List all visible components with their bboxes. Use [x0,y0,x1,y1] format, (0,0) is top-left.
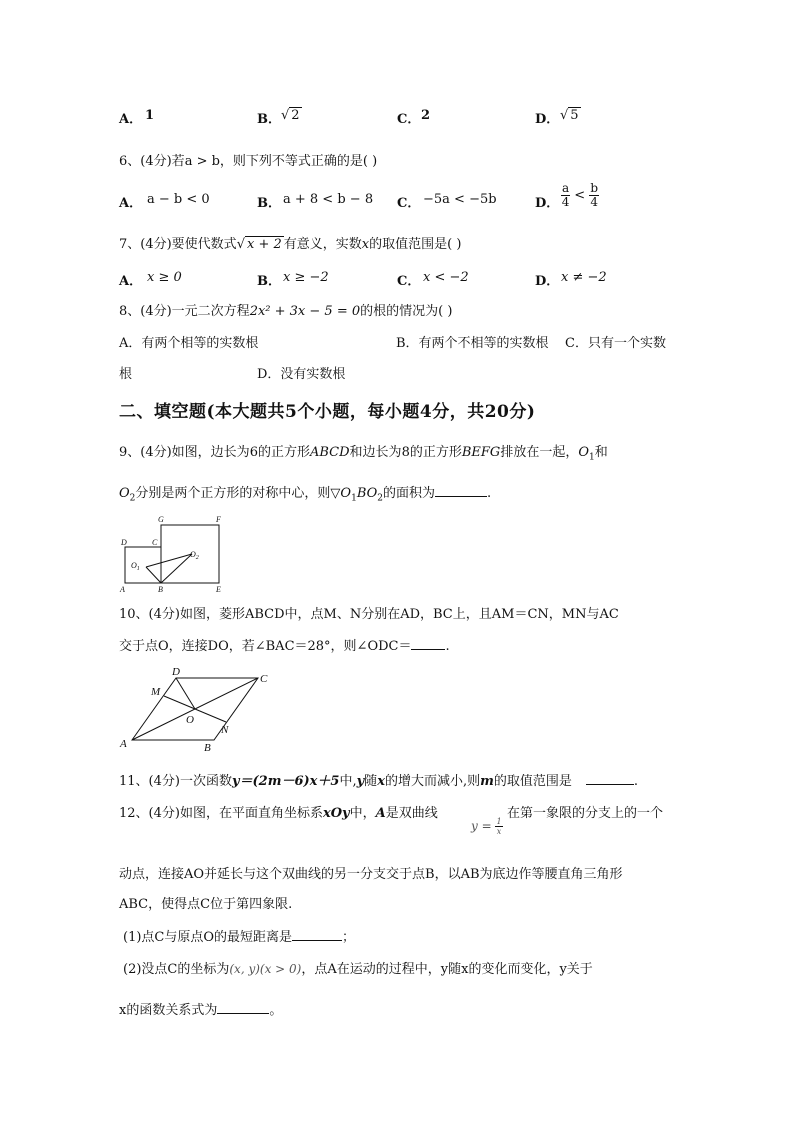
q10-text: 交于点O，连接DO，若∠BAC＝28°，则∠ODC＝ [119,639,412,654]
q12-sub-1 [123,926,355,945]
label-o2 [190,550,199,561]
q12-text: 是双曲线 [385,806,438,821]
q12-a: A [375,806,386,821]
q9-text: 的正方形 [409,445,462,460]
q11-answer-blank[interactable] [586,784,634,785]
q12-sub1-answer-blank[interactable] [292,940,342,941]
q9-o2-sub: 2 [129,493,136,504]
q9-text: 的正方形 [257,445,310,460]
q8-equation: 2x² + 3x − 5 = 0 [249,304,361,319]
label-f: F [216,515,221,524]
q12-hyperbola-fraction [495,817,502,836]
segment-o1-b [146,567,161,583]
q11-text: 的取值范围是 [493,774,572,789]
section-heading-fill-in: 二、填空题(本大题共5个小题，每小题4分，共20分) [119,402,536,422]
q8-option-c-continued: 根 [119,367,133,382]
label-o2-sub: 2 [195,555,199,561]
q9-answer-blank[interactable] [435,496,487,497]
q11-text: 的增大而减小,则 [384,774,481,789]
q7-variable: x [361,237,370,252]
q6-option-d-label: D． [535,196,560,211]
label-d: D [121,538,127,547]
label-c: C [152,538,158,547]
q9-o1-sub: 1 [589,452,595,463]
q7-stem: 7、(4分)要使代数式√ x + 2 有意义，实数x的取值范围是( ) [119,237,462,252]
q7-option-a-value: x ≥ 0 [147,270,182,285]
q12-text: ； [342,930,356,945]
q5-option-b-radicand: 2 [291,108,300,123]
q5-option-c-value: 2 [421,108,431,123]
label-o1-main: O [131,561,137,570]
label-b: B [204,742,211,753]
q10-answer-blank[interactable] [411,649,445,650]
q7-option-d-label: D． [535,274,560,289]
q5-option-b-value: √ 2 [281,108,300,123]
q6-option-c-value: −5a < −5b [423,192,497,207]
q5-options [119,108,679,128]
q7-option-b-label: B． [257,274,281,289]
q6-option-c-label: C． [397,196,421,211]
frac-num: 1 [496,817,502,826]
segment-mn [164,696,226,722]
segment-do [176,678,195,709]
q5-option-d-radicand: 5 [570,108,579,123]
q9-o2: O [119,486,130,501]
q9-line-1 [119,441,608,463]
label-a: A [120,585,125,593]
q11-m: m [480,774,494,789]
q6-option-a-label: A． [119,196,143,211]
label-c: C [260,673,268,685]
q9-text: 排放在一起， [500,445,579,460]
q12-line-1b: 在第一象限的分支上的一个 [507,806,664,821]
q12-xoy: xOy [322,806,350,821]
q9-square-abcd: ABCD [309,445,350,460]
q8-option-c: C．只有一个实数 [565,336,666,351]
q12-text: 中， [349,806,376,821]
frac-num: a [562,181,570,195]
q7-stem-end: 的取值范围是( ) [369,237,462,252]
label-b: B [158,585,163,593]
q9-line-2 [119,482,491,504]
q6-option-a-value: a − b < 0 [147,192,210,207]
q5-option-a-value: 1 [145,108,155,123]
q12-coordinate: (x, y)(x > 0) [229,962,302,976]
q12-sub3-answer-blank[interactable] [217,1013,269,1014]
q5-option-a-label: A． [119,112,143,127]
q6-stem [119,150,377,169]
q8-stem-suffix: 的根的情况为( ) [360,304,453,319]
q11-text: 随 [364,774,378,789]
q10-period: . [445,639,450,654]
q7-option-a-label: A． [119,274,143,289]
frac-den: 4 [590,195,598,209]
q11-text: 11、(4分)一次函数 [119,774,232,789]
q6-condition: a > b [184,154,220,169]
q10-figure-rhombus [117,661,277,753]
label-o1-sub: 1 [136,566,140,572]
q10-line-2 [119,635,450,654]
label-o1 [131,561,140,572]
q9-triangle: ▽O [330,486,352,501]
q9-side-8: 8 [401,445,410,460]
q9-text: 和 [594,445,608,460]
q7-option-c-label: C． [397,274,421,289]
frac-num: b [590,181,599,195]
q9-figure-squares [116,513,230,593]
q12-line-3: ABC，使得点C位于第四象限. [119,897,293,912]
q12-hyperbola-formula [471,817,503,836]
q12-sub-3 [119,999,282,1018]
q7-stem-prefix: 7、(4分)要使代数式 [119,237,237,252]
q8-option-b: B．有两个不相等的实数根 [396,336,549,351]
frac-den: x [496,827,502,836]
q9-triangle-b: BO [356,486,378,501]
q8-option-a: A．有两个相等的实数根 [119,336,259,351]
q5-option-c-label: C． [397,112,421,127]
label-d: D [172,666,180,678]
q12-text: 。 [269,1003,283,1018]
q7-option-b-value: x ≥ −2 [283,270,329,285]
q12-line-2: 动点，连接AO并延长与这个双曲线的另一分支交于点B，以AB为底边作等腰直角三角形 [119,867,623,882]
label-o2-main: O [190,550,196,559]
q6-option-d-value [561,182,599,209]
q6-option-b-label: B． [257,196,281,211]
q9-square-befg: BEFG [461,445,501,460]
q7-radicand: x + 2 [246,237,282,252]
q9-side-6: 6 [249,445,258,460]
q7-stem-suffix: 有意义，实数 [283,237,362,252]
q9-sub: 2 [377,493,383,504]
q7-option-d-value: x ≠ −2 [561,270,607,285]
q11-function: y＝(2m－6)x＋5 [231,774,340,789]
q9-text: 9、(4分)如图，边长为 [119,445,250,460]
q5-option-d-value: √ 5 [560,108,579,123]
q12-text: 12、(4分)如图，在平面直角坐标系 [119,806,323,821]
q8-stem [119,300,452,319]
label-n: N [221,724,229,736]
q11-stem [119,770,638,789]
q7-option-c-value: x < −2 [423,270,469,285]
q12-text: ，点A在运动的过程中，y随x的变化而变化，y关于 [301,962,593,977]
q5-option-d-label: D． [535,112,560,127]
less-than: < [574,188,586,203]
q9-text: 的面积为 [383,486,436,501]
q9-o1: O [578,445,589,460]
q6-stem-suffix: ，则下列不等式正确的是( ) [219,154,378,169]
q12-line-1a [119,802,438,821]
q12-hyperbola-y: y = [471,819,492,833]
q11-text: 中, [339,774,357,789]
q11-x: x [377,774,385,789]
fraction-a-over-4 [561,182,570,209]
q12-text: x的函数关系式为 [119,1003,218,1018]
label-m: M [151,686,161,698]
label-g: G [158,515,164,524]
q11-y: y [356,774,365,789]
q12-sub-2 [123,958,593,977]
q11-period: . [633,774,639,789]
fraction-b-over-4 [589,182,599,209]
q6-option-b-value: a + 8 < b − 8 [283,192,374,207]
q5-option-b-label: B． [257,112,281,127]
q10-line-1: 10、(4分)如图，菱形ABCD中，点M、N分别在AD，BC上，且AM＝CN，MN与AC [119,607,619,622]
q6-options [119,181,679,222]
q9-sub: 1 [351,493,357,504]
q8-option-d: D．没有实数根 [257,367,346,382]
q12-text: (2)没点C的坐标为 [123,962,230,977]
label-e: E [216,585,221,593]
label-a: A [120,738,127,750]
q9-period: . [487,486,492,501]
q7-options [119,270,679,290]
q9-text: 分别是两个正方形的对称中心，则 [135,486,331,501]
q12-text: (1)点C与原点O的最短距离是 [123,930,293,945]
q8-stem-prefix: 8、(4分)一元二次方程 [119,304,250,319]
label-o: O [186,714,194,726]
frac-den: 4 [561,195,570,209]
q9-text: 和边长为 [349,445,402,460]
q6-stem-prefix: 6、(4分)若 [119,154,185,169]
